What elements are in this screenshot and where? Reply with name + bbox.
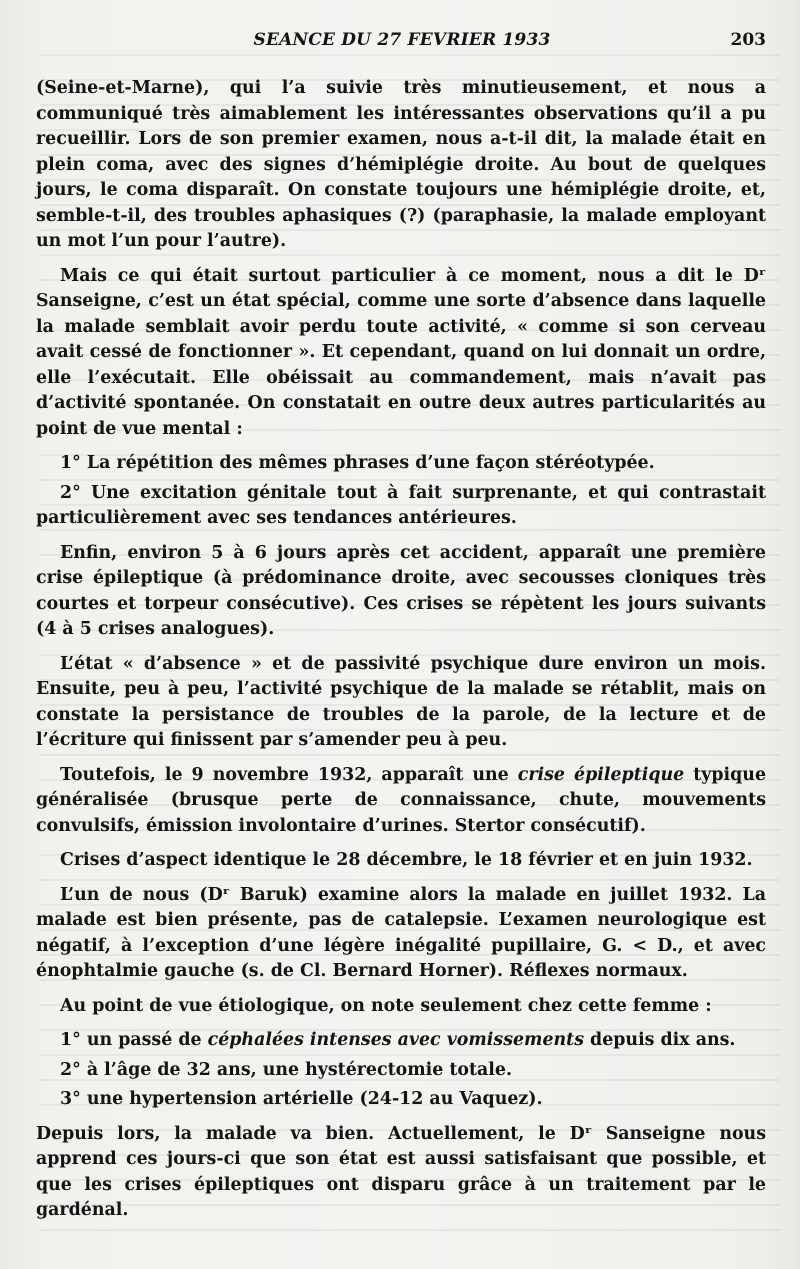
etiology-item-1-before: 1° un passé de — [60, 1030, 208, 1050]
paragraph-3: Enfin, environ 5 à 6 jours après cet accident, apparaît une première crise épileptique (à prédominance droite, avec secousses cloniques très courtes et torpeur consécutive). Ces crises se répètent les jours suivants (4 à 5 crises analogues). — [36, 542, 766, 639]
etiology-item-3: 3° une hypertension artérielle (24-12 au Vaquez). — [60, 1089, 543, 1109]
list-item-1: 1° La répétition des mêmes phrases d’une façon stéréotypée. — [60, 453, 655, 473]
etiology-item-1-after: depuis dix ans. — [583, 1030, 736, 1050]
paragraph-5-before: Toutefois, le 9 novembre 1932, apparaît une — [60, 764, 518, 785]
paragraph-5-after: typique généralisée (brusque perte de connaissance, chute, mouvements convulsifs, émission involontaire d’urines. Stertor consécutif). — [36, 764, 767, 836]
paragraph-5-italic: crise épileptique — [517, 764, 685, 785]
paragraph-4: L’état « d’absence » et de passivité psychique dure environ un mois. Ensuite, peu à peu, l’activité psychique de la malade se rétablit, mais on constate la persistance de troubles de la parole, de la lecture et de l’écriture qui finissent par s’amender peu à peu. — [36, 653, 766, 750]
body-text — [36, 76, 766, 1233]
paragraph-6: Crises d’aspect identique le 28 décembre, le 18 février et en juin 1932. — [60, 850, 753, 870]
paragraph-5 — [36, 763, 766, 840]
paragraph-7: L’un de nous (Dʳ Baruk) examine alors la malade en juillet 1932. La malade est bien présente, pas de catalepsie. L’examen neurologique est négatif, à l’exception d’une légère inégalité pupillaire, G. < D., et avec énophtalmie gauche (s. de Cl. Bernard Horner). Réflexes normaux. — [36, 884, 766, 981]
etiology-item-1-italic: céphalées intenses avec vomissements — [207, 1030, 584, 1050]
paragraph-8: Au point de vue étiologique, on note seulement chez cette femme : — [60, 995, 712, 1016]
etiology-item-1 — [36, 1028, 766, 1054]
paragraph-2: Mais ce qui était surtout particulier à ce moment, nous a dit le Dʳ Sanseigne, c’est un état spécial, comme une sorte d’absence dans laquelle la malade semblait avoir perdu toute activité, « comme si son cerveau avait cessé de fonctionner ». Et cependant, quand on lui donnait un ordre, elle l’exécutait. Elle obéissait au commandement, mais n’avait pas d’activité spontanée. On constatait en outre deux autres particularités au point de vue mental : — [36, 265, 766, 439]
etiology-item-2: 2° à l’âge de 32 ans, une hystérectomie totale. — [60, 1059, 513, 1080]
paragraph-9: Depuis lors, la malade va bien. Actuellement, le Dʳ Sanseigne nous apprend ces jours-ci que son état est aussi satisfaisant que possible, et que les crises épileptiques ont disparu grâce à un traitement par le gardénal. — [36, 1123, 766, 1220]
paragraph-1: (Seine-et-Marne), qui l’a suivie très minutieusement, et nous a communiqué très aimablement les intéressantes observations qu’il a pu recueillir. Lors de son premier examen, nous a-t-il dit, la malade était en plein coma, avec des signes d’hémiplégie droite. Au bout de quelques jours, le coma disparaît. On constate toujours une hémiplégie droite, et, semble-t-il, des troubles aphasiques (?) (paraphasie, la malade employant un mot l’un pour l’autre). — [36, 78, 766, 251]
list-item-2: 2° Une excitation génitale tout à fait surprenante, et qui contrastait particulièrement avec ses tendances antérieures. — [36, 482, 766, 528]
page-header — [38, 30, 766, 56]
running-title: SEANCE DU 27 FEVRIER 1933 — [253, 30, 551, 50]
page-number: 203 — [730, 30, 766, 50]
